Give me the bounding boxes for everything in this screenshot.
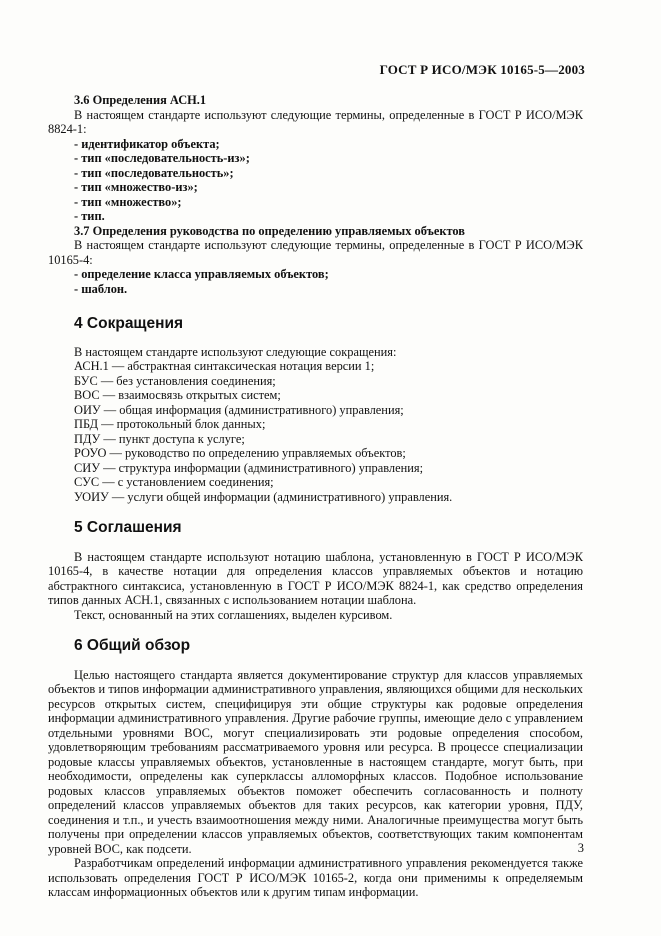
- abbreviation-item: БУС — без установления соединения;: [74, 373, 276, 388]
- page-body: [48, 93, 583, 900]
- list-item: - тип «последовательность-из»;: [74, 151, 250, 165]
- list-item: - идентификатор объекта;: [74, 136, 220, 151]
- list-item: - определение класса управляемых объектов;: [74, 267, 329, 281]
- section-4-heading: 4 Сокращения: [74, 315, 184, 332]
- abbreviation-item: АСН.1 — абстрактная синтаксическая нотация версии 1;: [74, 359, 375, 373]
- section-5-paragraph: В настоящем стандарте используют нотацию шаблона, установленную в ГОСТ Р ИСО/МЭК 10165-4, в качестве нотации для определения классов управляемых объектов и нотацию абстрактного синтаксиса, установленную в ГОСТ Р ИСО/МЭК 8824-1, как средство определения типов данных АСН.1, связанных с использованием нотации шаблона.: [48, 549, 583, 607]
- section-4-intro: В настоящем стандарте используют следующие сокращения:: [74, 344, 397, 359]
- section-3-6-intro: В настоящем стандарте используют следующие термины, определенные в ГОСТ Р ИСО/МЭК 8824-1:: [48, 107, 583, 136]
- list-item: - тип «множество»;: [74, 194, 182, 209]
- list-item: - тип.: [74, 209, 105, 223]
- page-number: 3: [577, 841, 584, 855]
- abbreviation-item: УОИУ — услуги общей информации (административного) управления.: [74, 489, 453, 504]
- list-item: - тип «множество-из»;: [74, 180, 198, 194]
- abbreviation-item: РОУО — руководство по определению управляемых объектов;: [74, 446, 406, 460]
- running-header: ГОСТ Р ИСО/МЭК 10165-5—2003: [379, 62, 585, 77]
- section-5-heading: 5 Соглашения: [74, 519, 182, 536]
- abbreviation-item: ПДУ — пункт доступа к услуге;: [74, 431, 245, 446]
- section-6-paragraph: Разработчикам определений информации административного управления рекомендуется также использовать определения ГОСТ Р ИСО/МЭК 10165-2, когда они применимы к определяемым классам информационных объектов или к другим типам информации.: [48, 856, 583, 899]
- abbreviation-item: ВОС — взаимосвязь открытых систем;: [74, 388, 281, 402]
- section-6-heading: 6 Общий обзор: [74, 637, 191, 654]
- section-6-paragraph: Целью настоящего стандарта является документирование структур для классов управляемых объектов и типов информации административного управления, являющихся общими для нескольких ресурсов открытых систем, специфицируя эти общие структуры как родовые определения информации административного управления. Другие рабочие группы, имеющие дело с управлением отдельными уровнями ВОС, могут специализировать эти родовые определения способом, удовлетворяющим требованиям рассматриваемого уровня или ресурса. В процессе специализации родовые классы управляемых объектов, установленные в настоящем стандарте, могут быть, при необходимости, определены как суперклассы алломорфных классов. Подобное использование родовых классов управляемых объектов поможет обеспечить согласованность и полноту определений классов управляемых объектов для таких ресурсов, как категории уровня, ПДУ, соединения и т.п., и учесть взаимоотношения между ними. Аналогичные преимущества могут быть получены при определении классов управляемых объектов, соответствующих таким компонентам уровней ВОС, как подсети.: [48, 667, 583, 856]
- abbreviation-item: ОИУ — общая информация (административного) управления;: [74, 402, 404, 417]
- abbreviation-item: СИУ — структура информации (административного) управления;: [74, 460, 424, 475]
- section-3-7-title: 3.7 Определения руководства по определению управляемых объектов: [74, 223, 465, 238]
- list-item: - тип «последовательность»;: [74, 165, 234, 180]
- section-3-7-intro: В настоящем стандарте используют следующие термины, определенные в ГОСТ Р ИСО/МЭК 10165-4:: [48, 238, 583, 267]
- section-5-paragraph: Текст, основанный на этих соглашениях, выделен курсивом.: [74, 607, 393, 622]
- abbreviation-item: ПБД — протокольный блок данных;: [74, 417, 266, 431]
- section-3-6-title: 3.6 Определения АСН.1: [74, 93, 207, 107]
- abbreviation-item: СУС — с установлением соединения;: [74, 475, 274, 489]
- list-item: - шаблон.: [74, 281, 128, 296]
